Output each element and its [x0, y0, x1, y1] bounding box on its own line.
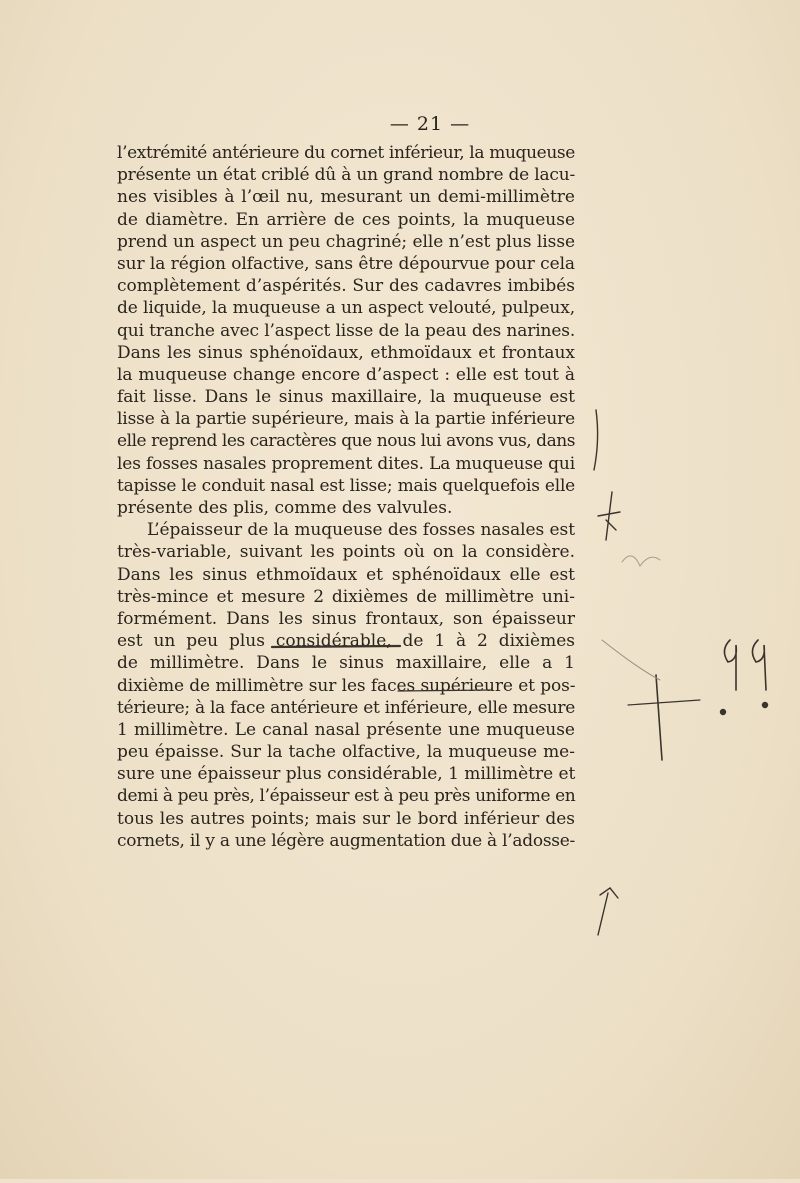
text-line: de liquide, la muqueuse a un aspect velouté, pulpeux, [117, 298, 575, 319]
text-line: cornets, il y a une légère augmentation due à l’adosse- [117, 830, 575, 851]
text-line: très-variable, suivant les points où on la considère. [117, 542, 575, 563]
text-line: présente des plis, comme des valvules. [117, 498, 453, 518]
text-line: tous les autres points; mais sur le bord inférieur des [117, 808, 575, 829]
text-line: fait lisse. Dans le sinus maxillaire, la muqueuse est [117, 387, 575, 408]
text-line: est un peu plus considérable, de 1 à 2 dixièmes [117, 631, 575, 652]
text-line: sure une épaisseur plus considérable, 1 millimètre et [117, 764, 576, 785]
text-line: complètement d’aspérités. Sur des cadavres imbibés [117, 276, 575, 297]
text-line: térieure; à la face antérieure et inférieure, elle mesure [117, 697, 575, 718]
text-line: de diamètre. En arrière de ces points, la muqueuse [117, 209, 575, 230]
text-line: de millimètre. Dans le sinus maxillaire, elle a 1 [117, 653, 575, 674]
page-number: — 21 — [389, 113, 471, 135]
text-line: demi à peu près, l’épaisseur est à peu près uniforme en [117, 786, 576, 807]
text-line: présente un état criblé dû à un grand nombre de lacu- [117, 165, 575, 186]
text-line: très-mince et mesure 2 dixièmes de millimètre uni- [117, 586, 575, 607]
text-line: la muqueuse change encore d’aspect : elle est tout à [117, 364, 575, 385]
text-line: Dans les sinus ethmoïdaux et sphénoïdaux elle est [117, 564, 575, 585]
text-line: prend un aspect un peu chagriné; elle n’est plus lisse [117, 231, 575, 252]
text-line: l’extrémité antérieure du cornet inférieur, la muqueuse [117, 143, 575, 163]
text-line: elle reprend les caractères que nous lui avons vus, dans [117, 431, 575, 452]
text-line: nes visibles à l’œil nu, mesurant un demi-millimètre [117, 187, 575, 208]
text-line: dixième de millimètre sur les faces supérieure et pos- [117, 675, 576, 696]
text-line: L’épaisseur de la muqueuse des fosses nasales est [147, 520, 575, 541]
text-line: formément. Dans les sinus frontaux, son épaisseur [117, 608, 575, 629]
text-line: lisse à la partie supérieure, mais à la partie inférieure [117, 409, 576, 430]
text-line: tapisse le conduit nasal est lisse; mais quelquefois elle [117, 475, 575, 496]
text-line: qui tranche avec l’aspect lisse de la peau des narines. [117, 320, 576, 341]
text-line: peu épaisse. Sur la tache olfactive, la muqueuse me- [117, 742, 575, 763]
text-line: 1 millimètre. Le canal nasal présente une muqueuse [117, 719, 575, 740]
text-line: sur la région olfactive, sans être dépourvue pour cela [117, 253, 575, 274]
text-line: les fosses nasales proprement dites. La muqueuse qui [117, 453, 575, 474]
text-line: Dans les sinus sphénoïdaux, ethmoïdaux et frontaux [117, 342, 575, 363]
body-text [117, 142, 575, 852]
